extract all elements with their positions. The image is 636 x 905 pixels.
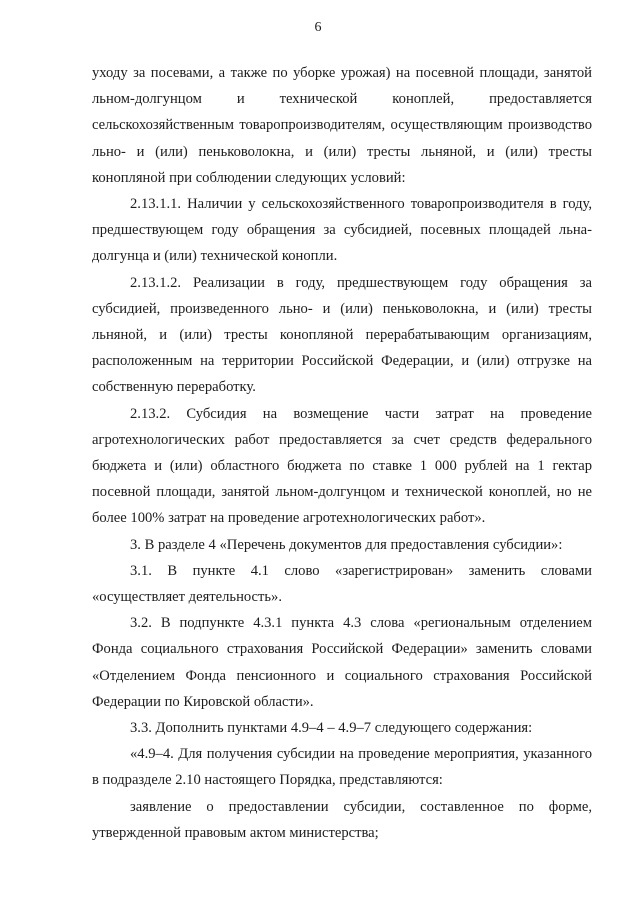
paragraph-3-3: 3.3. Дополнить пунктами 4.9–4 – 4.9–7 следующего содержания: bbox=[130, 720, 533, 737]
paragraph-2-13-1-2: 2.13.1.2. Реализации в году, предшествующем году обращения за субсидией, произведенного льно- и (или) пеньковолокна, и (или) тресты льняной, и (или) тресты конопляной перерабатывающим организациям, расположенным на территории Российской Федерации, и (или) отгрузке на собственную переработку. bbox=[92, 274, 592, 396]
paragraph-intro: уходу за посевами, а также по уборке урожая) на посевной площади, занятой льном-долгунцом и технической коноплей, предоставляется сельскохозяйственным товаропроизводителям, осуществляющим производство льно- и (или) пеньковолокна, и (или) тресты льняной, и (или) тресты конопляной при соблюдении следующих условий: bbox=[92, 65, 592, 186]
page-number: 6 bbox=[314, 20, 322, 35]
document-body bbox=[92, 60, 592, 846]
paragraph-statement: заявление о предоставлении субсидии, составленное по форме, утвержденной правовым актом министерства; bbox=[92, 798, 592, 841]
paragraph-2-13-1-1: 2.13.1.1. Наличии у сельскохозяйственного товаропроизводителя в году, предшествующем году обращения за субсидией, посевных площадей льна-долгунца и (или) технической конопли. bbox=[92, 196, 592, 265]
paragraph-3-2: 3.2. В подпункте 4.3.1 пункта 4.3 слова «региональным отделением Фонда социального страхования Российской Федерации» заменить словами «Отделением Фонда пенсионного и социального страхования Российской Федерации по Кировской области». bbox=[92, 615, 592, 710]
paragraph-4-9-4: «4.9–4. Для получения субсидии на проведение мероприятия, указанного в подразделе 2.10 настоящего Порядка, представляются: bbox=[92, 746, 592, 789]
paragraph-3-1: 3.1. В пункте 4.1 слово «зарегистрирован» заменить словами «осуществляет деятельность». bbox=[92, 562, 592, 606]
paragraph-3: 3. В разделе 4 «Перечень документов для предоставления субсидии»: bbox=[130, 536, 563, 553]
paragraph-2-13-2: 2.13.2. Субсидия на возмещение части затрат на проведение агротехнологических работ предоставляется за счет средств федерального бюджета и (или) областного бюджета по ставке 1 000 рублей на 1 гектар посевной площади, занятой льном-долгунцом и технической коноплей, но не более 100% затрат на проведение агротехнологических работ». bbox=[92, 405, 592, 527]
